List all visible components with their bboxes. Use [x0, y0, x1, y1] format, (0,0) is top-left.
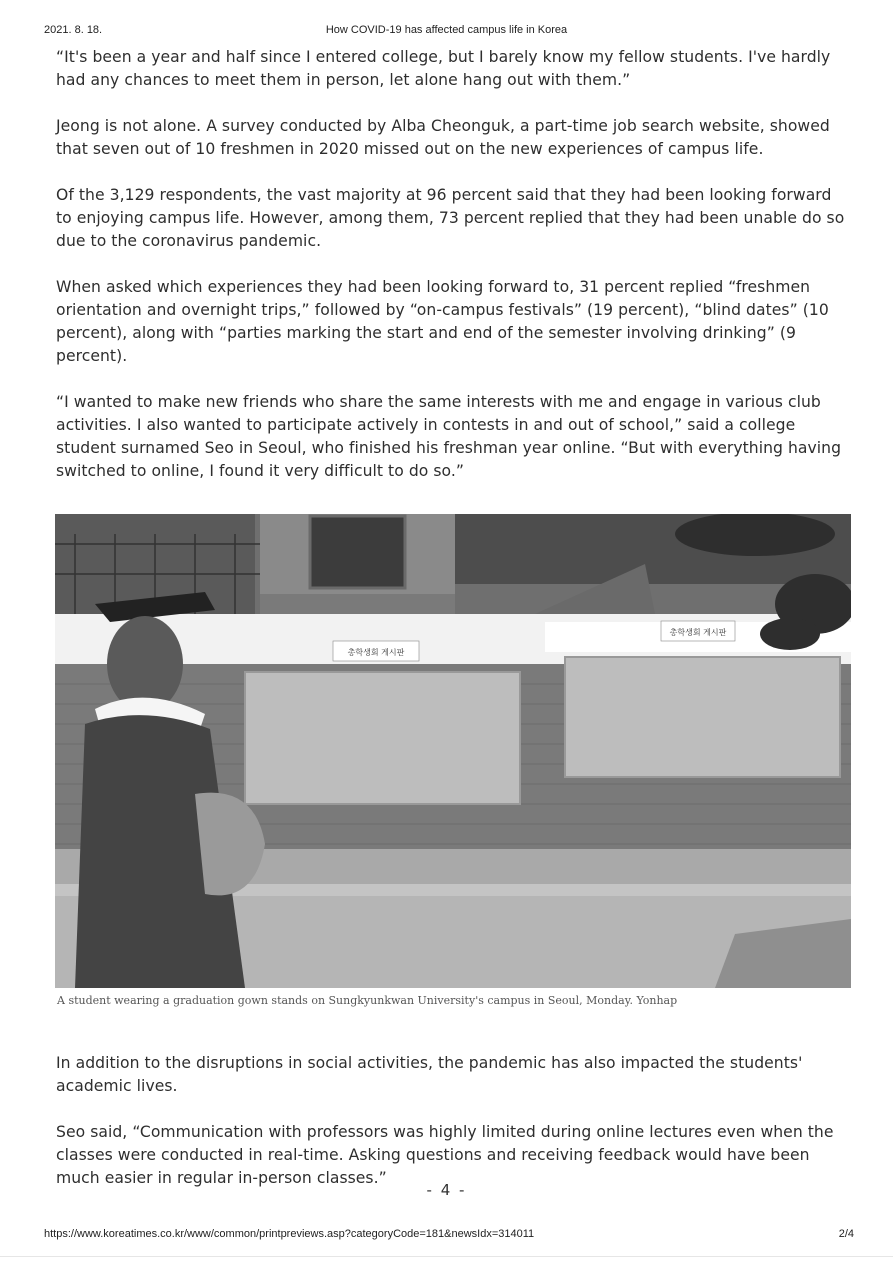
article-photo	[55, 514, 851, 988]
print-header-title: How COVID-19 has affected campus life in Korea	[325, 24, 568, 36]
footer-page-count: 2/4	[838, 1228, 854, 1240]
paragraph: Seo said, “Communication with professors was highly limited during online lectures even when the classes were conducted in real-time. Asking questions and receiving feedback would have been much easier in regular in-person classes.”	[56, 1123, 834, 1187]
print-date: 2021. 8. 18.	[44, 24, 103, 36]
paragraph: “I wanted to make new friends who share the same interests with me and engage in various club activities. I also wanted to participate actively in contests in and out of school,” said a college student surnamed Seo in Seoul, who finished his freshman year online. “But with everything having switched to online, I found it very difficult to do so.”	[56, 393, 842, 480]
paragraph: When asked which experiences they had been looking forward to, 31 percent replied “freshmen orientation and overnight trips,” followed by “on-campus festivals” (19 percent), “blind dates” (10 percent), along with “parties marking the start and end of the semester involving drinking” (9 percent).	[56, 278, 829, 365]
article-body	[56, 46, 846, 483]
photo-caption: A student wearing a graduation gown stands on Sungkyunkwan University's campus in Seoul, Monday. Yonhap	[57, 994, 678, 1007]
footer-divider	[0, 1256, 893, 1257]
paragraph: Of the 3,129 respondents, the vast majority at 96 percent said that they had been looking forward to enjoying campus life. However, among them, 73 percent replied that they had been unable do so due to the coronavirus pandemic.	[56, 186, 845, 250]
notice-board-sign: 총학생회 게시판	[669, 628, 727, 637]
paragraph: “It's been a year and half since I entered college, but I barely know my fellow students. I've hardly had any chances to meet them in person, let alone hang out with them.”	[56, 48, 831, 89]
article-body-continued	[56, 1052, 846, 1190]
page-number: - 4 -	[426, 1181, 467, 1199]
paragraph: In addition to the disruptions in social activities, the pandemic has also impacted the students' academic lives.	[56, 1054, 803, 1095]
notice-board-sign: 총학생회 게시판	[347, 648, 405, 657]
paragraph: Jeong is not alone. A survey conducted by Alba Cheonguk, a part-time job search website, showed that seven out of 10 freshmen in 2020 missed out on the new experiences of campus life.	[56, 117, 830, 158]
footer-url: https://www.koreatimes.co.kr/www/common/printpreviews.asp?categoryCode=181&newsIdx=314011	[44, 1228, 535, 1240]
